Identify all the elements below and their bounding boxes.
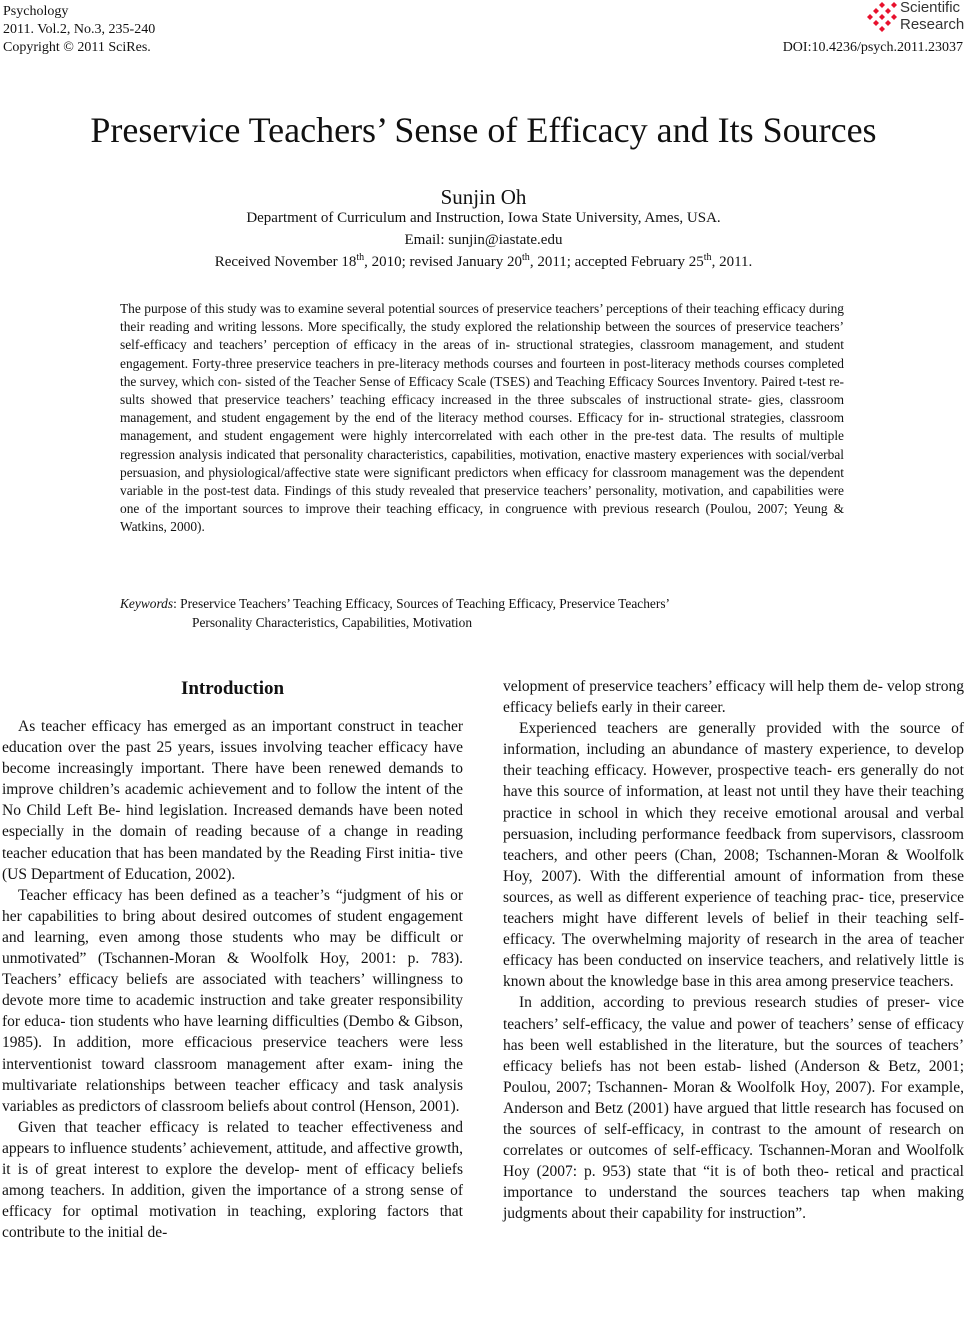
logo-diamond <box>885 20 891 26</box>
journal-name: Psychology <box>3 4 69 19</box>
copyright-notice: Copyright © 2011 SciRes. <box>3 40 151 55</box>
body-paragraph: Experienced teachers are generally provided with the source of information, including an abundance of mastery experience, to develop their teaching efficacy. However, prospective teach- ers generally do not have this source of information, at least not until they have their teaching practice in school in which they receive emotional arousal and verbal persuasion, including performance feedback from supervisors, classroom teachers, and other peers (Chan, 2008; Tschannen-Moran & Woolfolk Hoy, 2007). With the differential amount of information from these sources, as well as different experience of teaching prac- tice, preservice teachers might have different levels of belief in their teaching self-efficacy. The overwhelming majority of research in the area of teacher efficacy has been conducted on inservice teachers, and relatively little is known about the knowledge base in this area among preservice teachers. <box>503 720 964 991</box>
left-column <box>2 676 463 1243</box>
logo-diamond <box>873 8 879 14</box>
diamond-grid-icon <box>866 2 898 32</box>
logo-diamond <box>891 2 897 8</box>
body-paragraph: In addition, according to previous research studies of preser- vice teachers’ self-efficacy, the value and power of teachers’ sense of efficacy has been well established in the literature, but the sources of teachers’ efficacy beliefs has not been estab- lished (Anderson & Betz, 2001; Poulou, 2007; Tschannen- Moran & Woolfolk Hoy, 2007). For example, Anderson and Betz (2001) have argued that little research has focused on the sources of self-efficacy, in contrast to the amount of research on correlates or outcomes of self-efficacy. Tschannen-Moran and Woolfolk Hoy (2007: p. 953) state that “it is of both theo- retical and practical importance to understand the sources teachers tap when making judgments about their capability for instruction”. <box>503 994 964 1223</box>
author-name: Sunjin Oh <box>440 185 527 209</box>
journal-header <box>3 3 155 57</box>
logo-diamond <box>867 14 873 20</box>
logo-diamond <box>879 26 885 32</box>
publisher-logo-text: Scientific Research <box>900 0 965 33</box>
abstract: The purpose of this study was to examine several potential sources of preservice teachers’ perceptions of their teaching efficacy during their reading and writing lessons. More specifically, the study explored the relationship between the sources of preservice teachers’ self-efficacy and teachers’ perception of efficacy in the areas of in- structional strategies, classroom management, and student engagement. Forty-three preservice teachers in pre-literacy methods courses and fourteen in post-literacy methods courses completed the survey, which con- sisted of the Teacher Sense of Efficacy Scale (TSES) and Teaching Efficacy Sources Inventory. Paired t-test re- sults showed that preservice teachers’ teaching efficacy increased in the three subscales of instructional strate- gies, classroom management, and student engagement by the end of the literacy method courses. Efficacy for in- structional strategies, classroom management, and student engagement were highly intercorrelated with each other in the pre-test data. The results of multiple regression analysis indicated that personality characteristics, capabilities, motivation, enactive mastery experiences with social/verbal persuasion, and physiological/affective state were significant predictors when efficacy for classroom management was the dependent variable in the post-test data. Findings of this study revealed that preservice teachers’ personality, motivation, and capabilities were one of the important sources to improve their teaching efficacy, in congruence with previous research (Poulou, 2007; Yeung & Watkins, 2000). <box>120 301 844 535</box>
doi[interactable]: DOI:10.4236/psych.2011.23037 <box>782 40 963 55</box>
paper-title: Preservice Teachers’ Sense of Efficacy and Its Sources <box>90 110 877 150</box>
logo-diamond <box>879 2 885 8</box>
publication-dates: Received November 18th, 2010; revised January 20th, 2011; accepted February 25th, 2011. <box>214 252 753 270</box>
author-email[interactable]: Email: sunjin@iastate.edu <box>404 232 563 248</box>
section-heading-introduction: Introduction <box>180 678 285 699</box>
logo-diamond <box>891 14 897 20</box>
keywords-label: Keywords <box>120 596 174 611</box>
journal-volume: 2011. Vol.2, No.3, 235-240 <box>3 22 156 37</box>
publisher-logo[interactable] <box>866 0 966 34</box>
keywords <box>120 595 844 632</box>
logo-diamond <box>885 8 891 14</box>
body-paragraph-continued: velopment of preservice teachers’ efficacy will help them de- velop strong efficacy beliefs early in their career. <box>503 678 964 717</box>
author-affiliation: Department of Curriculum and Instruction, Iowa State University, Ames, USA. <box>246 210 721 226</box>
body-paragraph: Teacher efficacy has been defined as a teacher’s “judgment of his or her capabilities to bring about desired outcomes of student engagement and learning, even among those students who may be difficult or unmotivated” (Tschannen-Moran & Woolfolk Hoy, 2001: p. 783). Teachers’ efficacy beliefs are associated with teachers’ willingness to devote more time to academic instruction and take greater responsibility for educa- tion students who have learning difficulties (Dembo & Gibson, 1985). In addition, more efficacious preservice teachers were less interventionist toward classroom management after exam- ining the multivariate relationships between teacher efficacy and task analysis variables as predictors of classroom beliefs about control (Henson, 2001). <box>2 886 463 1115</box>
keywords-line-2: Personality Characteristics, Capabilities, Motivation <box>192 614 473 630</box>
body-paragraph: As teacher efficacy has emerged as an important construct in teacher education over the past 25 years, issues involving teacher efficacy have become increasingly important. There have been renewed demands to improve children’s academic achievement and to follow the intent of the No Child Left Be- hind legislation. Increased demands have been noted especially in the domain of reading because of a change in reading teacher education that has been mandated by the Reading First initia- tive (US Department of Education, 2002). <box>2 718 463 883</box>
keywords-line-1: : Preservice Teachers’ Teaching Efficacy, Sources of Teaching Efficacy, Preservice Teachers’ <box>173 596 670 611</box>
logo-diamond <box>879 14 885 20</box>
logo-diamond <box>873 20 879 26</box>
body-paragraph: Given that teacher efficacy is related to teacher effectiveness and appears to influence students’ achievement, attitude, and affective growth, it is of great interest to explore the develop- ment of efficacy beliefs among teachers. In addition, given the importance of a strong sense of efficacy for optimal motivation in teaching, exploring factors that contribute to the initial de- <box>2 1118 463 1242</box>
right-column <box>503 676 964 1224</box>
